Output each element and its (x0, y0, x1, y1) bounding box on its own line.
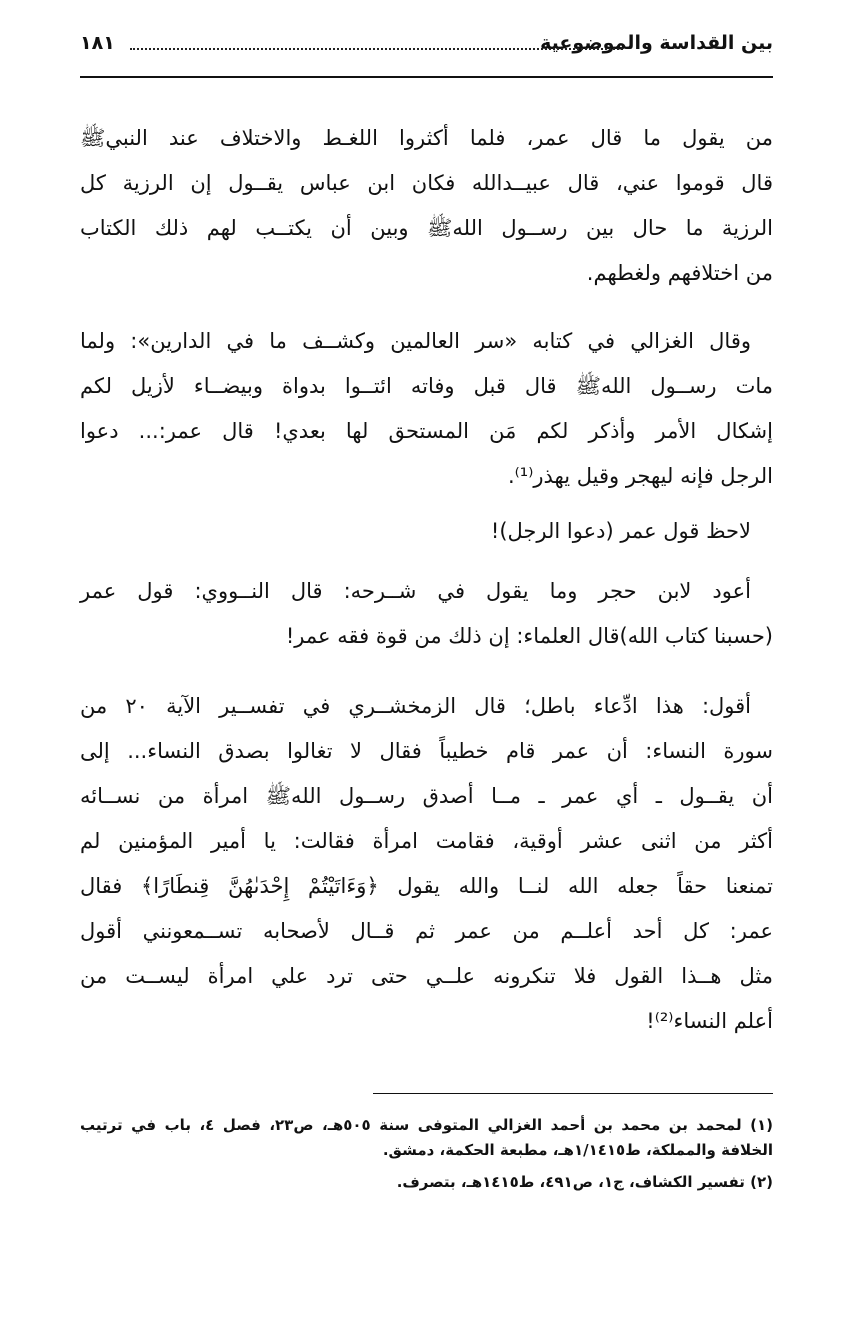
text-line: سورة النساء: أن عمر قام خطيباً فقال لا تغالوا بصدق النساء... إلى (80, 739, 773, 763)
footnote-line: (١) لمحمد بن محمد بن أحمد الغزالي المتوفى سنة ٥٠٥هـ، ص٢٣، فصل ٤، باب في ترتيب (80, 1116, 773, 1134)
footnote-line: الخلافة والمملكة، ط١/١٤١٥هـ، مطبعة الحكمة، دمشق. (382, 1141, 773, 1159)
text-line: قال قوموا عني، قال عبيــدالله فكان ابن عباس يقــول إن الرزية كل (80, 171, 773, 195)
text-line: تمنعنا حقاً جعله الله لنــا والله يقول ﴿وَءَاتَيْتُمْ إِحْدَىٰهُنَّ قِنطَارًا﴾ فقال (80, 874, 773, 898)
text-line: لاحظ قول عمر (دعوا الرجل)! (490, 519, 751, 543)
running-header-title: بين القداسة والموضوعية (540, 32, 773, 54)
text-line: أن يقــول ـ أي عمر ـ مــا أصدق رســول اللهﷺ امرأة من نســائه (80, 784, 773, 808)
text-line: من اختلافهم ولغطهم. (586, 261, 773, 285)
footnote-divider (373, 1093, 773, 1094)
header-dot-leader (130, 48, 623, 50)
text-line: أكثر من اثنى عشر أوقية، فقامت امرأة فقالت: يا أمير المؤمنين لم (80, 829, 773, 853)
text-line: (حسبنا كتاب الله)قال العلماء: إن ذلك من قوة فقه عمر! (285, 624, 773, 648)
footnote-line: (٢) تفسير الكشاف، ج١، ص٤٩١، ط١٤١٥هـ، بتصرف. (396, 1173, 773, 1191)
header-divider (80, 76, 773, 78)
text-line: الرزية ما حال بين رســول اللهﷺ وبين أن يكتــب لهم ذلك الكتاب (80, 216, 773, 240)
text-line: الرجل فإنه ليهجر وقيل يهذر⁽¹⁾. (507, 464, 773, 488)
text-line: من يقول ما قال عمر، فلما أكثروا اللغـط والاختلاف عند النبيﷺ (80, 126, 773, 150)
text-line: مثل هــذا القول فلا تنكرونه علــي حتى ترد علي امرأة ليســت من (80, 964, 773, 988)
text-line: وقال الغزالي في كتابه «سر العالمين وكشــف ما في الدارين»: ولما (80, 329, 751, 353)
text-line: أعلم النساء⁽²⁾! (646, 1009, 773, 1033)
text-line: أعود لابن حجر وما يقول في شــرحه: قال النــووي: قول عمر (80, 579, 751, 603)
text-line: أقول: هذا ادِّعاء باطل؛ قال الزمخشــري في تفســير الآية ٢٠ من (80, 694, 752, 718)
text-line: مات رســول اللهﷺ قال قبل وفاته ائتــوا بدواة وبيضــاء لأزيل لكم (80, 374, 773, 398)
running-header (80, 30, 773, 64)
text-line: إشكال الأمر وأذكر لكم مَن المستحق لها بعدي! قال عمر:... دعوا (80, 419, 773, 443)
text-line: عمر: كل أحد أعلــم من عمر ثم قــال لأصحابه تســمعونني أقول (80, 919, 773, 943)
page-number: ١٨١ (80, 32, 115, 54)
